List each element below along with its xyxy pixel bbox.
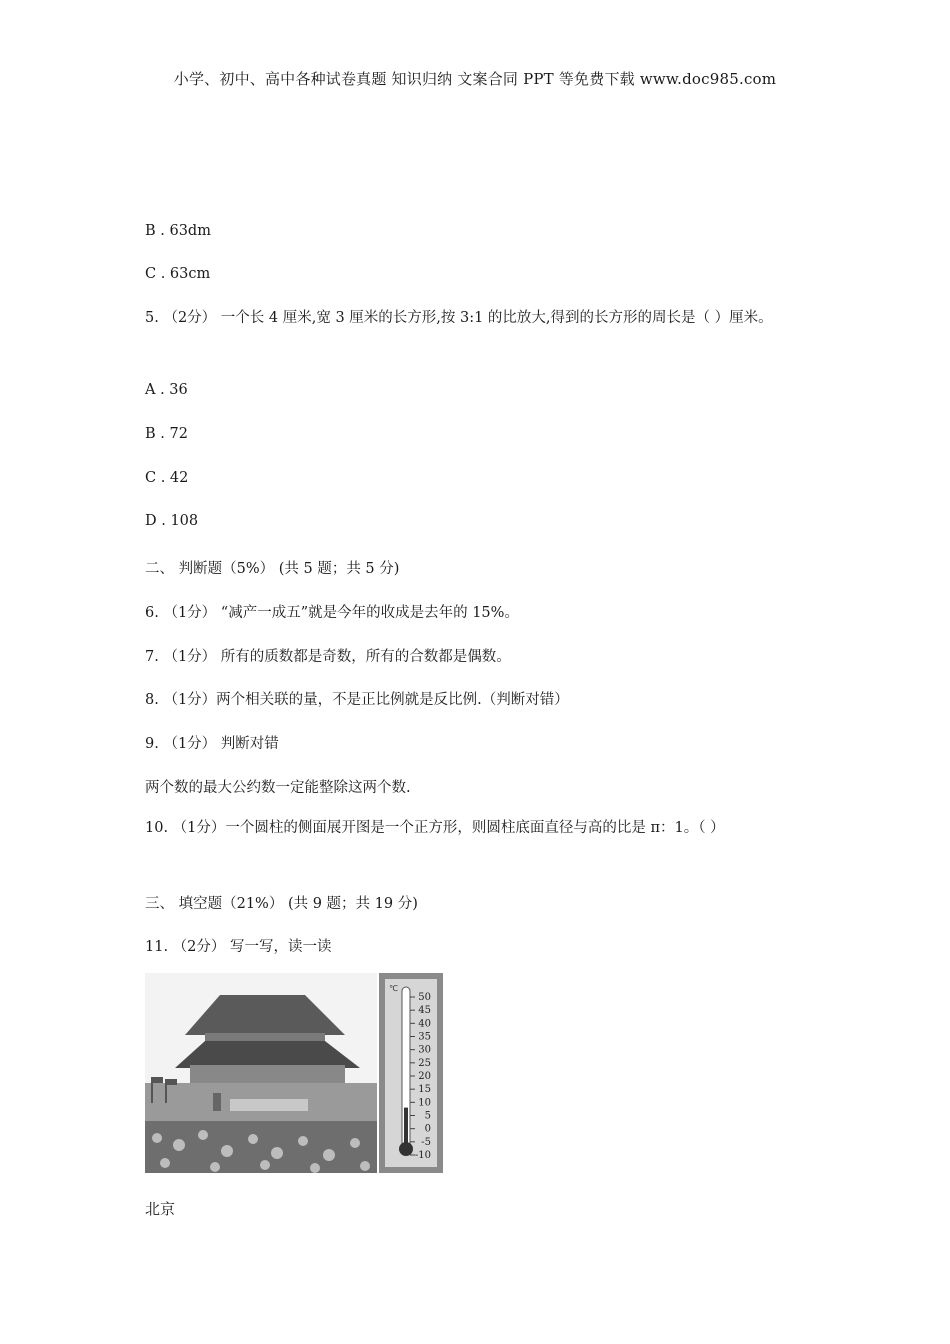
option-5b: B . 72: [145, 426, 188, 442]
thermometer-tick-label: 50: [418, 992, 431, 1003]
thermometer-tick-label: 5: [424, 1110, 431, 1122]
option-5d: D . 108: [145, 513, 199, 529]
question-6: 6. （1分） “减产一成五”就是今年的收成是去年的 15%。: [145, 605, 519, 621]
page-header: 小学、初中、高中各种试卷真题 知识归纳 文案合同 PPT 等免费下载 www.doc985.com: [173, 70, 777, 88]
city-label: 北京: [145, 1200, 176, 1218]
question-5: 5. （2分） 一个长 4 厘米,宽 3 厘米的长方形,按 3:1 的比放大,得到的长方形的周长是（ ）厘米。: [145, 310, 773, 326]
thermometer-tick-label: 20: [418, 1071, 431, 1082]
question-10: 10. （1分）一个圆柱的侧面展开图是一个正方形，则圆柱底面直径与高的比是 π：1。（ ）: [145, 820, 725, 836]
question-9: 9. （1分） 判断对错: [145, 736, 279, 752]
thermometer-tick-label: 40: [418, 1018, 431, 1030]
section-2-heading: 二、 判断题（5%） (共 5 题；共 5 分): [145, 561, 400, 577]
question-9-body: 两个数的最大公约数一定能整除这两个数.: [145, 780, 411, 796]
thermometer-tick-label: -5: [421, 1136, 431, 1148]
option-4c: C . 63cm: [145, 266, 211, 282]
option-4b: B . 63dm: [145, 223, 211, 239]
tiananmen-thermometer-image: [145, 973, 443, 1173]
thermometer-tick-label: 15: [418, 1084, 431, 1096]
section-3-heading: 三、 填空题（21%） (共 9 题；共 19 分): [145, 896, 418, 912]
thermometer-unit: ℃: [389, 984, 398, 993]
question-11: 11. （2分） 写一写，读一读: [145, 939, 332, 955]
option-5c: C . 42: [145, 470, 189, 486]
thermometer-tick-label: -10: [414, 1150, 431, 1161]
option-5a: A . 36: [145, 382, 188, 398]
thermometer-tick-label: 10: [418, 1097, 431, 1109]
thermometer: [379, 973, 443, 1173]
thermometer-tick-label: 35: [418, 1031, 431, 1043]
question-8: 8. （1分）两个相关联的量，不是正比例就是反比例.（判断对错）: [145, 692, 569, 708]
thermometer-tick-label: 45: [418, 1005, 431, 1017]
thermometer-tick-label: 0: [424, 1123, 431, 1135]
thermometer-tick-label: 25: [418, 1057, 431, 1069]
question-7: 7. （1分） 所有的质数都是奇数，所有的合数都是偶数。: [145, 649, 511, 665]
thermometer-tick-label: 30: [418, 1044, 431, 1056]
